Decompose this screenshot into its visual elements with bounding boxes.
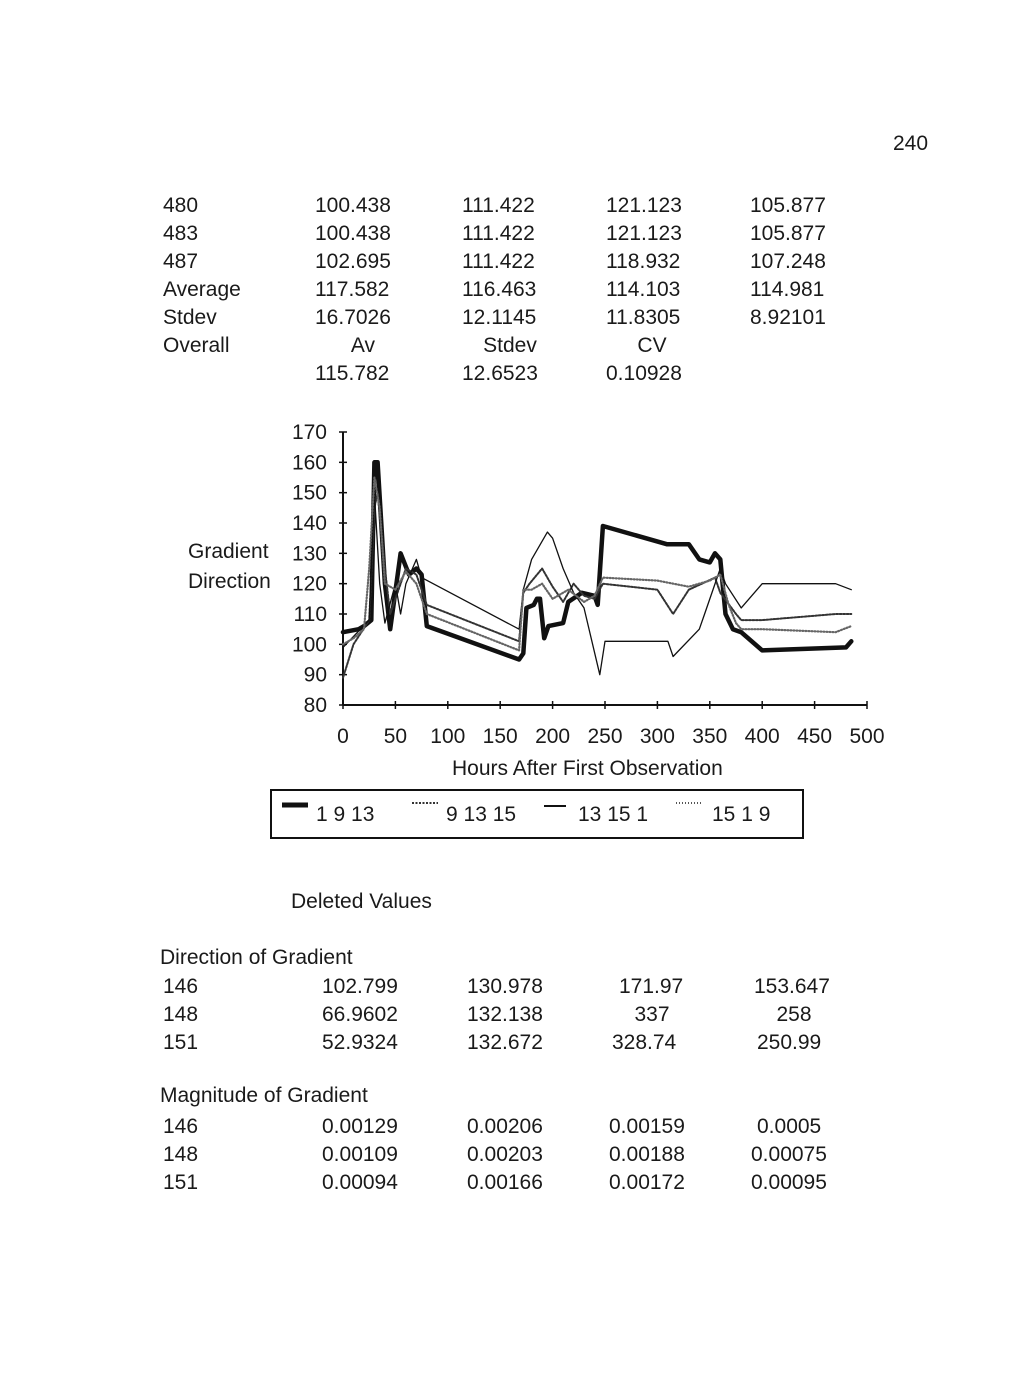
table-cell: 130.978 xyxy=(467,975,543,998)
y-tick-label: 160 xyxy=(291,451,327,475)
table-row xyxy=(0,974,1021,1002)
table-cell: 102.695 xyxy=(315,250,391,273)
table-cell: 111.422 xyxy=(462,250,535,273)
x-tick-label: 0 xyxy=(337,725,349,748)
x-tick-label: 200 xyxy=(535,725,571,748)
table-cell: 100.438 xyxy=(315,222,391,245)
legend-swatch-dotted xyxy=(412,800,438,806)
legend-swatch-thin xyxy=(544,803,570,809)
row-label: 480 xyxy=(163,194,199,217)
chart-tick-labels xyxy=(292,421,885,748)
table-cell: 11.8305 xyxy=(606,306,681,329)
legend-label: 13 15 1 xyxy=(578,803,649,826)
table-cell: 117.582 xyxy=(315,278,390,301)
table-cell: 114.981 xyxy=(750,278,825,301)
table-row xyxy=(0,1170,1021,1198)
table-cell: 328.74 xyxy=(612,1031,677,1054)
table-cell: 0.00129 xyxy=(322,1115,398,1138)
y-tick-label: 150 xyxy=(291,481,327,505)
chart-legend xyxy=(270,789,804,839)
table-cell: 132.672 xyxy=(467,1031,543,1054)
table-cell: 8.92101 xyxy=(750,306,826,329)
chart-series xyxy=(343,462,851,677)
table-row xyxy=(0,1142,1021,1170)
table-cell: 0.0005 xyxy=(757,1115,822,1138)
x-tick-label: 50 xyxy=(383,725,408,748)
table-cell: 0.00109 xyxy=(322,1143,398,1166)
table-cell: 0.00188 xyxy=(609,1143,685,1166)
table-cell: 132.138 xyxy=(467,1003,543,1026)
table-cell: 118.932 xyxy=(606,250,681,273)
overall-header-av: Av xyxy=(350,334,376,357)
table-cell: 258 xyxy=(776,1003,812,1026)
overall-header-cv: CV xyxy=(637,334,667,357)
table-cell: 0.00166 xyxy=(467,1171,543,1194)
table-cell: 337 xyxy=(634,1003,670,1026)
row-label: 483 xyxy=(163,222,199,245)
x-tick-label: 450 xyxy=(797,725,833,748)
table-cell: 16.7026 xyxy=(315,306,391,329)
row-label: 148 xyxy=(163,1143,199,1166)
table-cell: 250.99 xyxy=(757,1031,822,1054)
row-label: 151 xyxy=(163,1031,199,1054)
page-number: 240 xyxy=(893,132,929,155)
x-tick-label: 250 xyxy=(587,725,623,748)
table-cell: 107.248 xyxy=(750,250,826,273)
table-cell: 100.438 xyxy=(315,194,391,217)
table-cell: 153.647 xyxy=(754,975,830,998)
table-cell: 116.463 xyxy=(462,278,537,301)
legend-label: 15 1 9 xyxy=(712,803,771,826)
table-cell: 111.422 xyxy=(462,222,535,245)
x-tick-label: 350 xyxy=(692,725,728,748)
table-cell: 105.877 xyxy=(750,194,826,217)
overall-label: Overall xyxy=(163,334,230,357)
y-tick-label: 110 xyxy=(293,603,327,626)
x-tick-label: 500 xyxy=(849,725,885,748)
x-tick-label: 300 xyxy=(639,725,675,748)
legend-label: 1 9 13 xyxy=(316,803,375,826)
table-row xyxy=(0,1002,1021,1030)
table-cell: 0.00075 xyxy=(751,1143,827,1166)
legend-swatch-thick xyxy=(282,802,308,808)
table-cell: 111.422 xyxy=(462,194,535,217)
overall-cv-value: 0.10928 xyxy=(606,362,682,385)
series-line-4 xyxy=(343,478,851,651)
table-cell: 0.00095 xyxy=(751,1171,827,1194)
table-cell: 0.00206 xyxy=(467,1115,543,1138)
table-cell: 0.00203 xyxy=(467,1143,543,1166)
legend-label: 9 13 15 xyxy=(446,803,517,826)
table-cell: 66.9602 xyxy=(322,1003,398,1026)
table-cell: 0.00094 xyxy=(322,1171,398,1194)
row-label: 151 xyxy=(163,1171,199,1194)
x-axis-label: Hours After First Observation xyxy=(452,757,723,780)
y-tick-label: 100 xyxy=(291,633,327,657)
table-cell: 0.00172 xyxy=(609,1171,685,1194)
table-cell: 121.123 xyxy=(606,194,682,217)
table-row xyxy=(0,1030,1021,1058)
row-label: Average xyxy=(163,278,241,301)
overall-header-stdev: Stdev xyxy=(483,334,537,357)
y-tick-label: 120 xyxy=(291,572,327,596)
table-cell: 52.9324 xyxy=(322,1031,398,1054)
y-tick-label: 130 xyxy=(291,542,327,566)
table-cell: 171.97 xyxy=(619,975,684,998)
x-tick-label: 150 xyxy=(482,725,518,748)
overall-stdev-value: 12.6523 xyxy=(462,362,538,385)
y-axis-label-line1: Gradient xyxy=(188,540,269,563)
deleted-values-title: Deleted Values xyxy=(291,890,432,913)
table-cell: 114.103 xyxy=(606,278,681,301)
table-row xyxy=(0,1114,1021,1142)
row-label: Stdev xyxy=(163,306,217,329)
legend-swatch-stipple xyxy=(676,800,702,806)
x-tick-label: 400 xyxy=(744,725,780,748)
row-label: 487 xyxy=(163,250,199,273)
table-cell: 102.799 xyxy=(322,975,398,998)
overall-av-value: 115.782 xyxy=(315,362,390,385)
y-tick-label: 170 xyxy=(291,421,327,444)
row-label: 146 xyxy=(163,1115,199,1138)
magnitude-of-gradient-title: Magnitude of Gradient xyxy=(160,1084,368,1107)
table-cell: 0.00159 xyxy=(609,1115,685,1138)
x-tick-label: 100 xyxy=(430,725,466,748)
direction-of-gradient-title: Direction of Gradient xyxy=(160,946,353,969)
y-tick-label: 80 xyxy=(303,694,327,717)
table-cell: 105.877 xyxy=(750,222,826,245)
table-cell: 121.123 xyxy=(606,222,682,245)
table-cell: 12.1145 xyxy=(462,306,537,329)
row-label: 148 xyxy=(163,1003,199,1026)
y-tick-label: 140 xyxy=(291,512,327,535)
y-tick-label: 90 xyxy=(303,663,327,687)
row-label: 146 xyxy=(163,975,199,998)
y-axis-label-line2: Direction xyxy=(188,570,271,593)
